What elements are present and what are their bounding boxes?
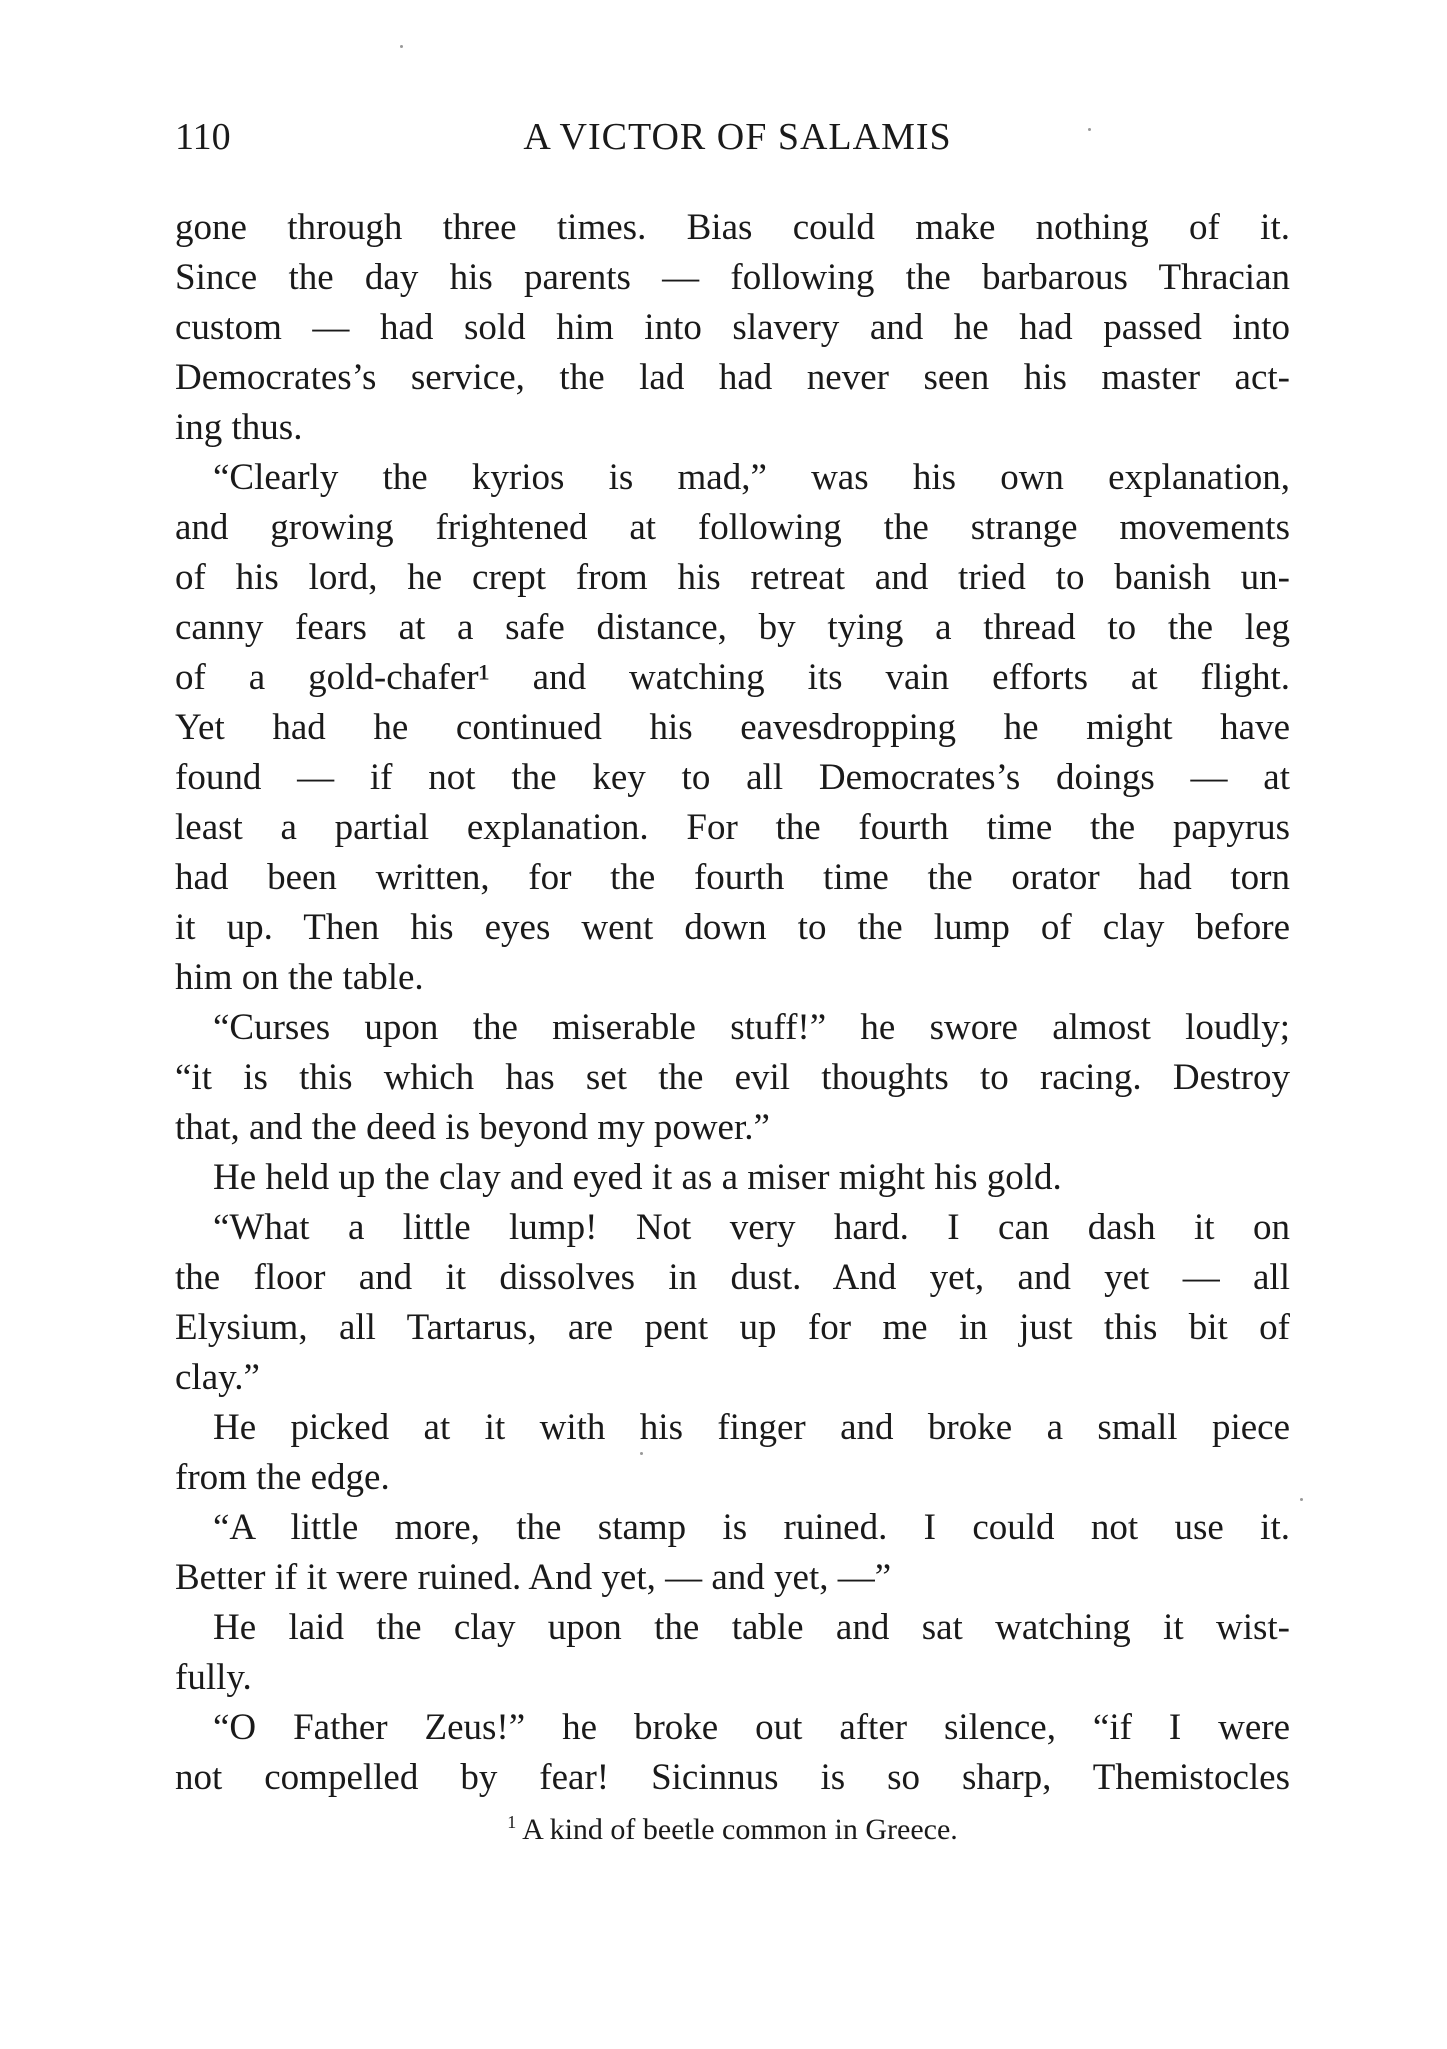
text-line: fully.	[175, 1657, 252, 1698]
text-line: custom — had sold him into slavery and he had passed into	[175, 307, 1290, 348]
running-head	[175, 112, 1290, 162]
text-line: gone through three times. Bias could make nothing of it.	[175, 207, 1290, 248]
text-line: canny fears at a safe distance, by tying a thread to the leg	[175, 607, 1290, 648]
text-line: it up. Then his eyes went down to the lump of clay before	[175, 907, 1290, 948]
text-line: Since the day his parents — following the barbarous Thracian	[175, 257, 1290, 298]
footnote-marker: 1	[507, 1812, 517, 1832]
scan-speck	[400, 45, 403, 48]
text-line: had been written, for the fourth time the orator had torn	[175, 857, 1290, 898]
scan-speck	[640, 1452, 643, 1455]
text-line: and growing frightened at following the strange movements	[175, 507, 1290, 548]
text-line: “it is this which has set the evil thoughts to racing. Destroy	[175, 1057, 1290, 1098]
book-title: A VICTOR OF SALAMIS	[523, 116, 952, 158]
text-line: “Clearly the kyrios is mad,” was his own explanation,	[213, 457, 1290, 498]
text-line: Democrates’s service, the lad had never seen his master act-	[175, 357, 1290, 398]
text-line: found — if not the key to all Democrates’s doings — at	[175, 757, 1290, 798]
text-line: “Curses upon the miserable stuff!” he swore almost loudly;	[213, 1007, 1290, 1048]
text-line: Yet had he continued his eavesdropping he might have	[175, 707, 1290, 748]
text-line: from the edge.	[175, 1457, 390, 1498]
text-line: the floor and it dissolves in dust. And yet, and yet — all	[175, 1257, 1290, 1298]
text-line: not compelled by fear! Sicinnus is so sharp, Themistocles	[175, 1757, 1290, 1798]
text-line: He laid the clay upon the table and sat watching it wist-	[213, 1607, 1290, 1648]
text-line: “What a little lump! Not very hard. I can dash it on	[213, 1207, 1290, 1248]
text-line: He picked at it with his finger and broke a small piece	[213, 1407, 1290, 1448]
body-text	[175, 203, 1290, 1803]
text-line: “O Father Zeus!” he broke out after silence, “if I were	[213, 1707, 1290, 1748]
text-line: of his lord, he crept from his retreat and tried to banish un-	[175, 557, 1290, 598]
text-line: “A little more, the stamp is ruined. I could not use it.	[213, 1507, 1290, 1548]
text-line: ing thus.	[175, 407, 303, 448]
text-line: He held up the clay and eyed it as a miser might his gold.	[213, 1157, 1062, 1198]
scan-speck	[1088, 128, 1091, 131]
page-number: 110	[175, 116, 231, 158]
text-line: that, and the deed is beyond my power.”	[175, 1107, 770, 1148]
text-line: Elysium, all Tartarus, are pent up for me in just this bit of	[175, 1307, 1290, 1348]
scan-speck	[1300, 1498, 1303, 1501]
text-line: least a partial explanation. For the fourth time the papyrus	[175, 807, 1290, 848]
text-line: Better if it were ruined. And yet, — and yet, —”	[175, 1557, 892, 1598]
text-line: clay.”	[175, 1357, 260, 1398]
footnote	[175, 1810, 1290, 1850]
footnote-text: A kind of beetle common in Greece.	[522, 1813, 958, 1846]
text-line: of a gold-chafer¹ and watching its vain efforts at flight.	[175, 657, 1290, 698]
text-line: him on the table.	[175, 957, 424, 998]
